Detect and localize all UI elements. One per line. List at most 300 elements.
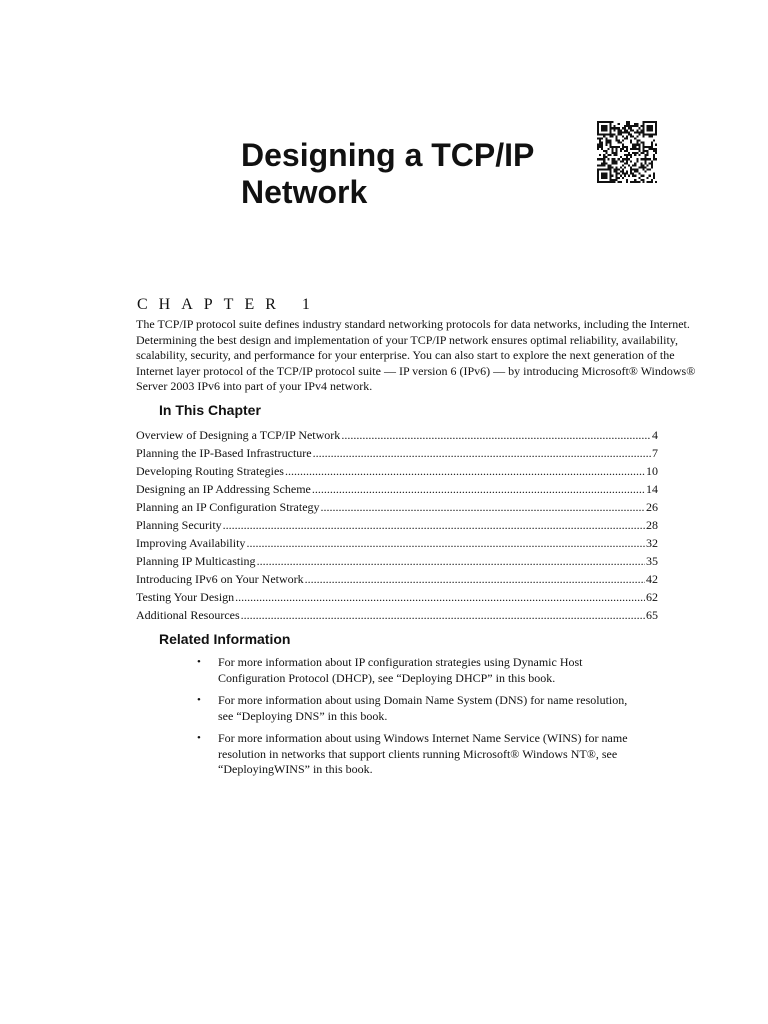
qr-module — [616, 148, 618, 150]
qr-module — [649, 181, 651, 183]
qr-module — [614, 160, 616, 162]
qr-module — [640, 129, 642, 131]
qr-module — [628, 175, 630, 177]
qr-module — [651, 146, 653, 148]
qr-module — [599, 144, 601, 146]
qr-module — [603, 154, 605, 156]
related-info-list — [194, 655, 644, 785]
qr-module — [603, 173, 605, 175]
qr-module — [603, 164, 605, 166]
qr-module — [632, 175, 634, 177]
toc-leader — [341, 426, 651, 444]
qr-module — [603, 121, 605, 123]
qr-module — [655, 152, 657, 154]
qr-module — [599, 181, 601, 183]
qr-module — [643, 133, 645, 135]
qr-module — [611, 148, 613, 150]
qr-module — [624, 173, 626, 175]
qr-module — [597, 148, 599, 150]
qr-module — [618, 140, 620, 142]
qr-module — [597, 181, 599, 183]
toc-entry[interactable] — [136, 462, 658, 480]
qr-module — [653, 133, 655, 135]
qr-module — [620, 175, 622, 177]
qr-module — [634, 152, 636, 154]
qr-module — [626, 121, 628, 123]
toc-leader — [223, 516, 645, 534]
page-title — [241, 137, 553, 211]
qr-module — [649, 146, 651, 148]
qr-module — [638, 154, 640, 156]
qr-module — [599, 142, 601, 144]
qr-module — [624, 125, 626, 127]
qr-module — [636, 131, 638, 133]
qr-module — [605, 125, 607, 127]
qr-module — [630, 127, 632, 129]
toc-entry-title: Designing an IP Addressing Scheme — [136, 482, 311, 496]
qr-module — [626, 150, 628, 152]
qr-module — [601, 121, 603, 123]
qr-module — [597, 164, 599, 166]
qr-module — [653, 154, 655, 156]
qr-module — [611, 162, 613, 164]
page-title-line-1: Designing a TCP/IP — [241, 137, 535, 173]
qr-module — [611, 158, 613, 160]
toc-entry-title: Additional Resources — [136, 608, 240, 622]
qr-module — [632, 173, 634, 175]
toc-leader — [312, 480, 645, 498]
qr-module — [605, 144, 607, 146]
qr-module — [651, 148, 653, 150]
qr-module — [607, 158, 609, 160]
qr-module — [655, 121, 657, 123]
qr-module — [599, 121, 601, 123]
qr-module — [609, 164, 611, 166]
qr-module — [643, 144, 645, 146]
qr-module — [634, 131, 636, 133]
qr-module — [607, 181, 609, 183]
qr-module — [605, 152, 607, 154]
qr-module — [620, 142, 622, 144]
qr-module — [618, 133, 620, 135]
qr-module — [638, 144, 640, 146]
toc-entry-title: Introducing IPv6 on Your Network — [136, 572, 304, 586]
qr-module — [647, 164, 649, 166]
related-info-text: For more information about using Windows Internet Name Service (WINS) for name resolution in networks that support clients running Microsoft® Windows NT®, see “DeployingWINS” in this book. — [218, 731, 628, 776]
qr-module — [630, 169, 632, 171]
qr-module — [609, 144, 611, 146]
qr-module — [614, 169, 616, 171]
qr-module — [597, 169, 599, 171]
toc-leader — [321, 498, 645, 516]
bullet-icon: • — [197, 656, 201, 668]
qr-module — [611, 127, 613, 129]
qr-module — [624, 158, 626, 160]
qr-module — [634, 125, 636, 127]
qr-module — [601, 148, 603, 150]
qr-module — [618, 142, 620, 144]
chapter-intro — [136, 317, 696, 395]
toc-entry[interactable] — [136, 444, 658, 462]
qr-module — [643, 169, 645, 171]
toc-entry-title: Improving Availability — [136, 536, 246, 550]
qr-module — [618, 181, 620, 183]
qr-module — [601, 127, 603, 129]
qr-module — [616, 171, 618, 173]
qr-module — [626, 158, 628, 160]
qr-module — [655, 129, 657, 131]
qr-module — [628, 121, 630, 123]
qr-module — [609, 181, 611, 183]
qr-module — [636, 123, 638, 125]
qr-module — [624, 162, 626, 164]
qr-module — [638, 148, 640, 150]
qr-module — [603, 162, 605, 164]
qr-module — [622, 135, 624, 137]
qr-module — [649, 129, 651, 131]
toc-entry-title: Planning the IP-Based Infrastructure — [136, 446, 312, 460]
qr-module — [626, 148, 628, 150]
qr-module — [651, 135, 653, 137]
qr-module — [597, 133, 599, 135]
qr-module — [647, 129, 649, 131]
qr-module — [605, 181, 607, 183]
qr-module — [651, 181, 653, 183]
qr-module — [616, 160, 618, 162]
qr-module — [630, 181, 632, 183]
qr-module — [626, 125, 628, 127]
qr-module — [630, 160, 632, 162]
qr-module — [614, 154, 616, 156]
qr-module — [597, 177, 599, 179]
qr-module — [611, 166, 613, 168]
qr-module — [614, 171, 616, 173]
qr-module — [651, 179, 653, 181]
qr-module — [603, 181, 605, 183]
qr-module — [653, 156, 655, 158]
qr-module — [649, 125, 651, 127]
qr-module — [614, 133, 616, 135]
qr-module — [601, 162, 603, 164]
qr-module — [611, 152, 613, 154]
qr-module — [616, 179, 618, 181]
qr-module — [609, 127, 611, 129]
qr-module — [609, 142, 611, 144]
related-info-text: For more information about IP configuration strategies using Dynamic Host Configuration Protocol (DHCP), see “Deploying DHCP” in this book. — [218, 655, 583, 685]
qr-module — [640, 152, 642, 154]
toc-leader — [257, 552, 645, 570]
qr-module — [630, 156, 632, 158]
bullet-icon: • — [197, 694, 201, 706]
qr-module — [616, 150, 618, 152]
toc-entry-title: Planning Security — [136, 518, 222, 532]
qr-module — [614, 181, 616, 183]
qr-module — [603, 133, 605, 135]
qr-module — [649, 148, 651, 150]
qr-module — [603, 135, 605, 137]
qr-module — [607, 166, 609, 168]
qr-module — [616, 146, 618, 148]
qr-module — [597, 123, 599, 125]
qr-module — [647, 169, 649, 171]
qr-module — [645, 160, 647, 162]
toc-entry[interactable] — [136, 498, 658, 516]
qr-module — [638, 131, 640, 133]
qr-module — [601, 146, 603, 148]
qr-module — [607, 142, 609, 144]
qr-module — [618, 173, 620, 175]
qr-module — [622, 164, 624, 166]
qr-module — [649, 158, 651, 160]
qr-module — [636, 158, 638, 160]
qr-module — [609, 173, 611, 175]
qr-module — [630, 166, 632, 168]
qr-module — [624, 131, 626, 133]
qr-module — [647, 125, 649, 127]
qr-module — [638, 146, 640, 148]
qr-module — [603, 127, 605, 129]
qr-module — [645, 171, 647, 173]
qr-module — [640, 164, 642, 166]
qr-module — [599, 138, 601, 140]
qr-module — [609, 140, 611, 142]
qr-module — [620, 166, 622, 168]
qr-module — [622, 146, 624, 148]
qr-module — [643, 164, 645, 166]
toc-heading: In This Chapter — [159, 402, 261, 418]
qr-module — [643, 121, 645, 123]
qr-module — [655, 158, 657, 160]
qr-module — [653, 158, 655, 160]
qr-module — [603, 156, 605, 158]
toc-entry[interactable] — [136, 480, 658, 498]
toc-entry[interactable] — [136, 588, 658, 606]
qr-module — [630, 173, 632, 175]
qr-module — [597, 125, 599, 127]
qr-module — [649, 133, 651, 135]
qr-module — [638, 133, 640, 135]
qr-module — [638, 140, 640, 142]
qr-module — [638, 127, 640, 129]
qr-module — [601, 177, 603, 179]
qr-module — [643, 131, 645, 133]
qr-module — [626, 138, 628, 140]
qr-module — [618, 127, 620, 129]
qr-module — [655, 127, 657, 129]
qr-module — [607, 140, 609, 142]
qr-module — [649, 135, 651, 137]
qr-module — [645, 146, 647, 148]
qr-module — [609, 179, 611, 181]
qr-module — [611, 146, 613, 148]
qr-module — [636, 144, 638, 146]
qr-module — [605, 142, 607, 144]
qr-module — [614, 158, 616, 160]
qr-module — [628, 158, 630, 160]
toc-entry[interactable] — [136, 570, 658, 588]
qr-module — [640, 166, 642, 168]
list-item — [194, 693, 644, 724]
toc-entry-page: 10 — [646, 464, 658, 478]
qr-module — [634, 123, 636, 125]
qr-module — [651, 133, 653, 135]
qr-module — [611, 160, 613, 162]
qr-module — [645, 154, 647, 156]
qr-module — [647, 152, 649, 154]
qr-module — [599, 140, 601, 142]
qr-module — [653, 175, 655, 177]
qr-module — [647, 177, 649, 179]
qr-module — [618, 158, 620, 160]
qr-module — [601, 173, 603, 175]
qr-module — [640, 179, 642, 181]
qr-module — [624, 138, 626, 140]
qr-module — [609, 133, 611, 135]
qr-module — [655, 131, 657, 133]
toc-entry[interactable] — [136, 516, 658, 534]
qr-module — [632, 135, 634, 137]
page-title-line-2: Network — [241, 174, 368, 210]
list-item — [194, 731, 644, 778]
toc-entry-title: Overview of Designing a TCP/IP Network — [136, 428, 341, 442]
qr-module — [605, 177, 607, 179]
toc-leader — [241, 606, 645, 624]
qr-module — [643, 135, 645, 137]
toc-entry-page: 35 — [646, 554, 658, 568]
qr-module — [609, 175, 611, 177]
qr-module — [622, 169, 624, 171]
qr-module — [603, 125, 605, 127]
qr-module — [632, 125, 634, 127]
qr-module — [640, 158, 642, 160]
qr-module — [614, 179, 616, 181]
qr-module — [616, 127, 618, 129]
qr-module — [624, 150, 626, 152]
toc-entry[interactable] — [136, 426, 658, 444]
qr-module — [618, 169, 620, 171]
qr-module — [597, 131, 599, 133]
qr-module — [622, 177, 624, 179]
qr-module — [630, 129, 632, 131]
qr-module — [636, 142, 638, 144]
qr-module — [622, 140, 624, 142]
qr-module — [653, 121, 655, 123]
qr-module — [653, 150, 655, 152]
qr-module — [643, 150, 645, 152]
qr-module — [626, 154, 628, 156]
qr-module — [636, 169, 638, 171]
qr-module — [626, 146, 628, 148]
qr-module — [601, 158, 603, 160]
qr-module — [605, 173, 607, 175]
toc-entry-page: 7 — [652, 446, 658, 460]
qr-module — [653, 148, 655, 150]
qr-module — [597, 129, 599, 131]
qr-module — [622, 171, 624, 173]
qr-module — [601, 144, 603, 146]
qr-module — [634, 179, 636, 181]
table-of-contents — [136, 426, 658, 624]
qr-module — [603, 160, 605, 162]
qr-module — [632, 152, 634, 154]
qr-module — [649, 169, 651, 171]
qr-module — [647, 133, 649, 135]
qr-module — [647, 146, 649, 148]
qr-module — [638, 173, 640, 175]
qr-module — [616, 169, 618, 171]
qr-module — [603, 158, 605, 160]
qr-module — [603, 177, 605, 179]
qr-module — [628, 127, 630, 129]
qr-module — [624, 166, 626, 168]
qr-module — [597, 144, 599, 146]
qr-module — [649, 162, 651, 164]
qr-module — [640, 125, 642, 127]
qr-module — [651, 144, 653, 146]
qr-module — [636, 140, 638, 142]
qr-module — [634, 164, 636, 166]
qr-module — [614, 127, 616, 129]
qr-module — [626, 131, 628, 133]
qr-module — [643, 181, 645, 183]
qr-module — [651, 166, 653, 168]
qr-module — [634, 162, 636, 164]
qr-module — [601, 175, 603, 177]
toc-entry-page: 65 — [646, 608, 658, 622]
qr-module — [624, 129, 626, 131]
toc-entry[interactable] — [136, 534, 658, 552]
toc-leader — [246, 534, 645, 552]
qr-module — [620, 181, 622, 183]
toc-entry[interactable] — [136, 606, 658, 624]
qr-module — [634, 171, 636, 173]
toc-leader — [313, 444, 651, 462]
qr-module — [614, 152, 616, 154]
qr-module — [643, 125, 645, 127]
qr-module — [655, 123, 657, 125]
qr-module — [636, 152, 638, 154]
intro-paragraph: The TCP/IP protocol suite defines industry standard networking protocols for data networks, including the Internet. Determining the best design and implementation of your TCP/IP network ensures optimal reliability, availability, scalability, security, and performance for your enterprise. You can also start to explore the next generation of the Internet layer protocol of the TCP/IP protocol suite — IP version 6 (IPv6) — by introducing Microsoft® Windows® Server 2003 IPv6 into part of your IPv4 network. — [136, 317, 696, 393]
qr-module — [601, 181, 603, 183]
qr-module — [649, 121, 651, 123]
qr-module — [640, 162, 642, 164]
qr-module — [649, 175, 651, 177]
qr-module — [607, 133, 609, 135]
qr-module — [616, 177, 618, 179]
qr-code-icon — [597, 121, 657, 183]
qr-module — [609, 166, 611, 168]
toc-entry[interactable] — [136, 552, 658, 570]
qr-module — [632, 148, 634, 150]
qr-module — [609, 121, 611, 123]
qr-module — [643, 123, 645, 125]
qr-module — [636, 160, 638, 162]
qr-module — [645, 121, 647, 123]
qr-module — [653, 140, 655, 142]
toc-entry-page: 14 — [646, 482, 658, 496]
toc-entry-title: Developing Routing Strategies — [136, 464, 284, 478]
qr-module — [609, 146, 611, 148]
toc-leader — [305, 570, 645, 588]
qr-module — [601, 164, 603, 166]
qr-module — [634, 146, 636, 148]
qr-module — [651, 125, 653, 127]
qr-module — [599, 154, 601, 156]
qr-module — [655, 150, 657, 152]
qr-module — [651, 164, 653, 166]
qr-module — [597, 171, 599, 173]
qr-module — [647, 150, 649, 152]
